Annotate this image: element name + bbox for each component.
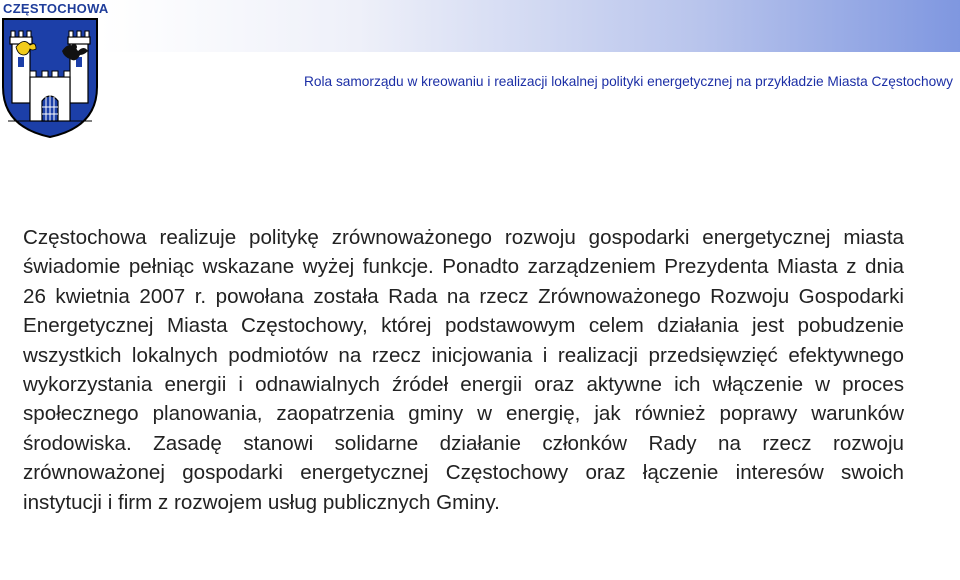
body-paragraph: Częstochowa realizuje politykę zrównoważonego rozwoju gospodarki energetycznej miasta świadomie pełniąc wskazane wyżej funkcje. Ponadto zarządzeniem Prezydenta Miasta z dnia 26 kwietnia 2007 r. powołana została Rada na rzecz Zrównoważonego Rozwoju Gospodarki Energetycznej Miasta Częstochowy, której podstawowym celem działania jest pobudzenie wszystkich lokalnych podmiotów na rzecz inicjowania i realizacji przedsięwzięć efektywnego wykorzystania energii i odnawialnych źródeł energii oraz aktywne ich włączenie w proces społecznego planowania, zaopatrzenia gminy w energię, jak również poprawy warunków środowiska. Zasadę stanowi solidarne działanie członków Rady na rzecz rozwoju zrównoważonej gospodarki energetycznej Częstochowy oraz łączenie interesów swoich instytucji i firm z rozwojem usług publicznych Gminy. xyxy=(23,226,904,514)
header-gradient-band xyxy=(100,0,960,52)
presentation-subtitle: Rola samorządu w kreowaniu i realizacji lokalnej polityki energetycznej na przykładzie Miasta Częstochowy xyxy=(304,74,953,89)
crest-icon xyxy=(0,17,100,139)
city-logo xyxy=(0,0,109,140)
logo-text: CZĘSTOCHOWA xyxy=(3,1,109,16)
